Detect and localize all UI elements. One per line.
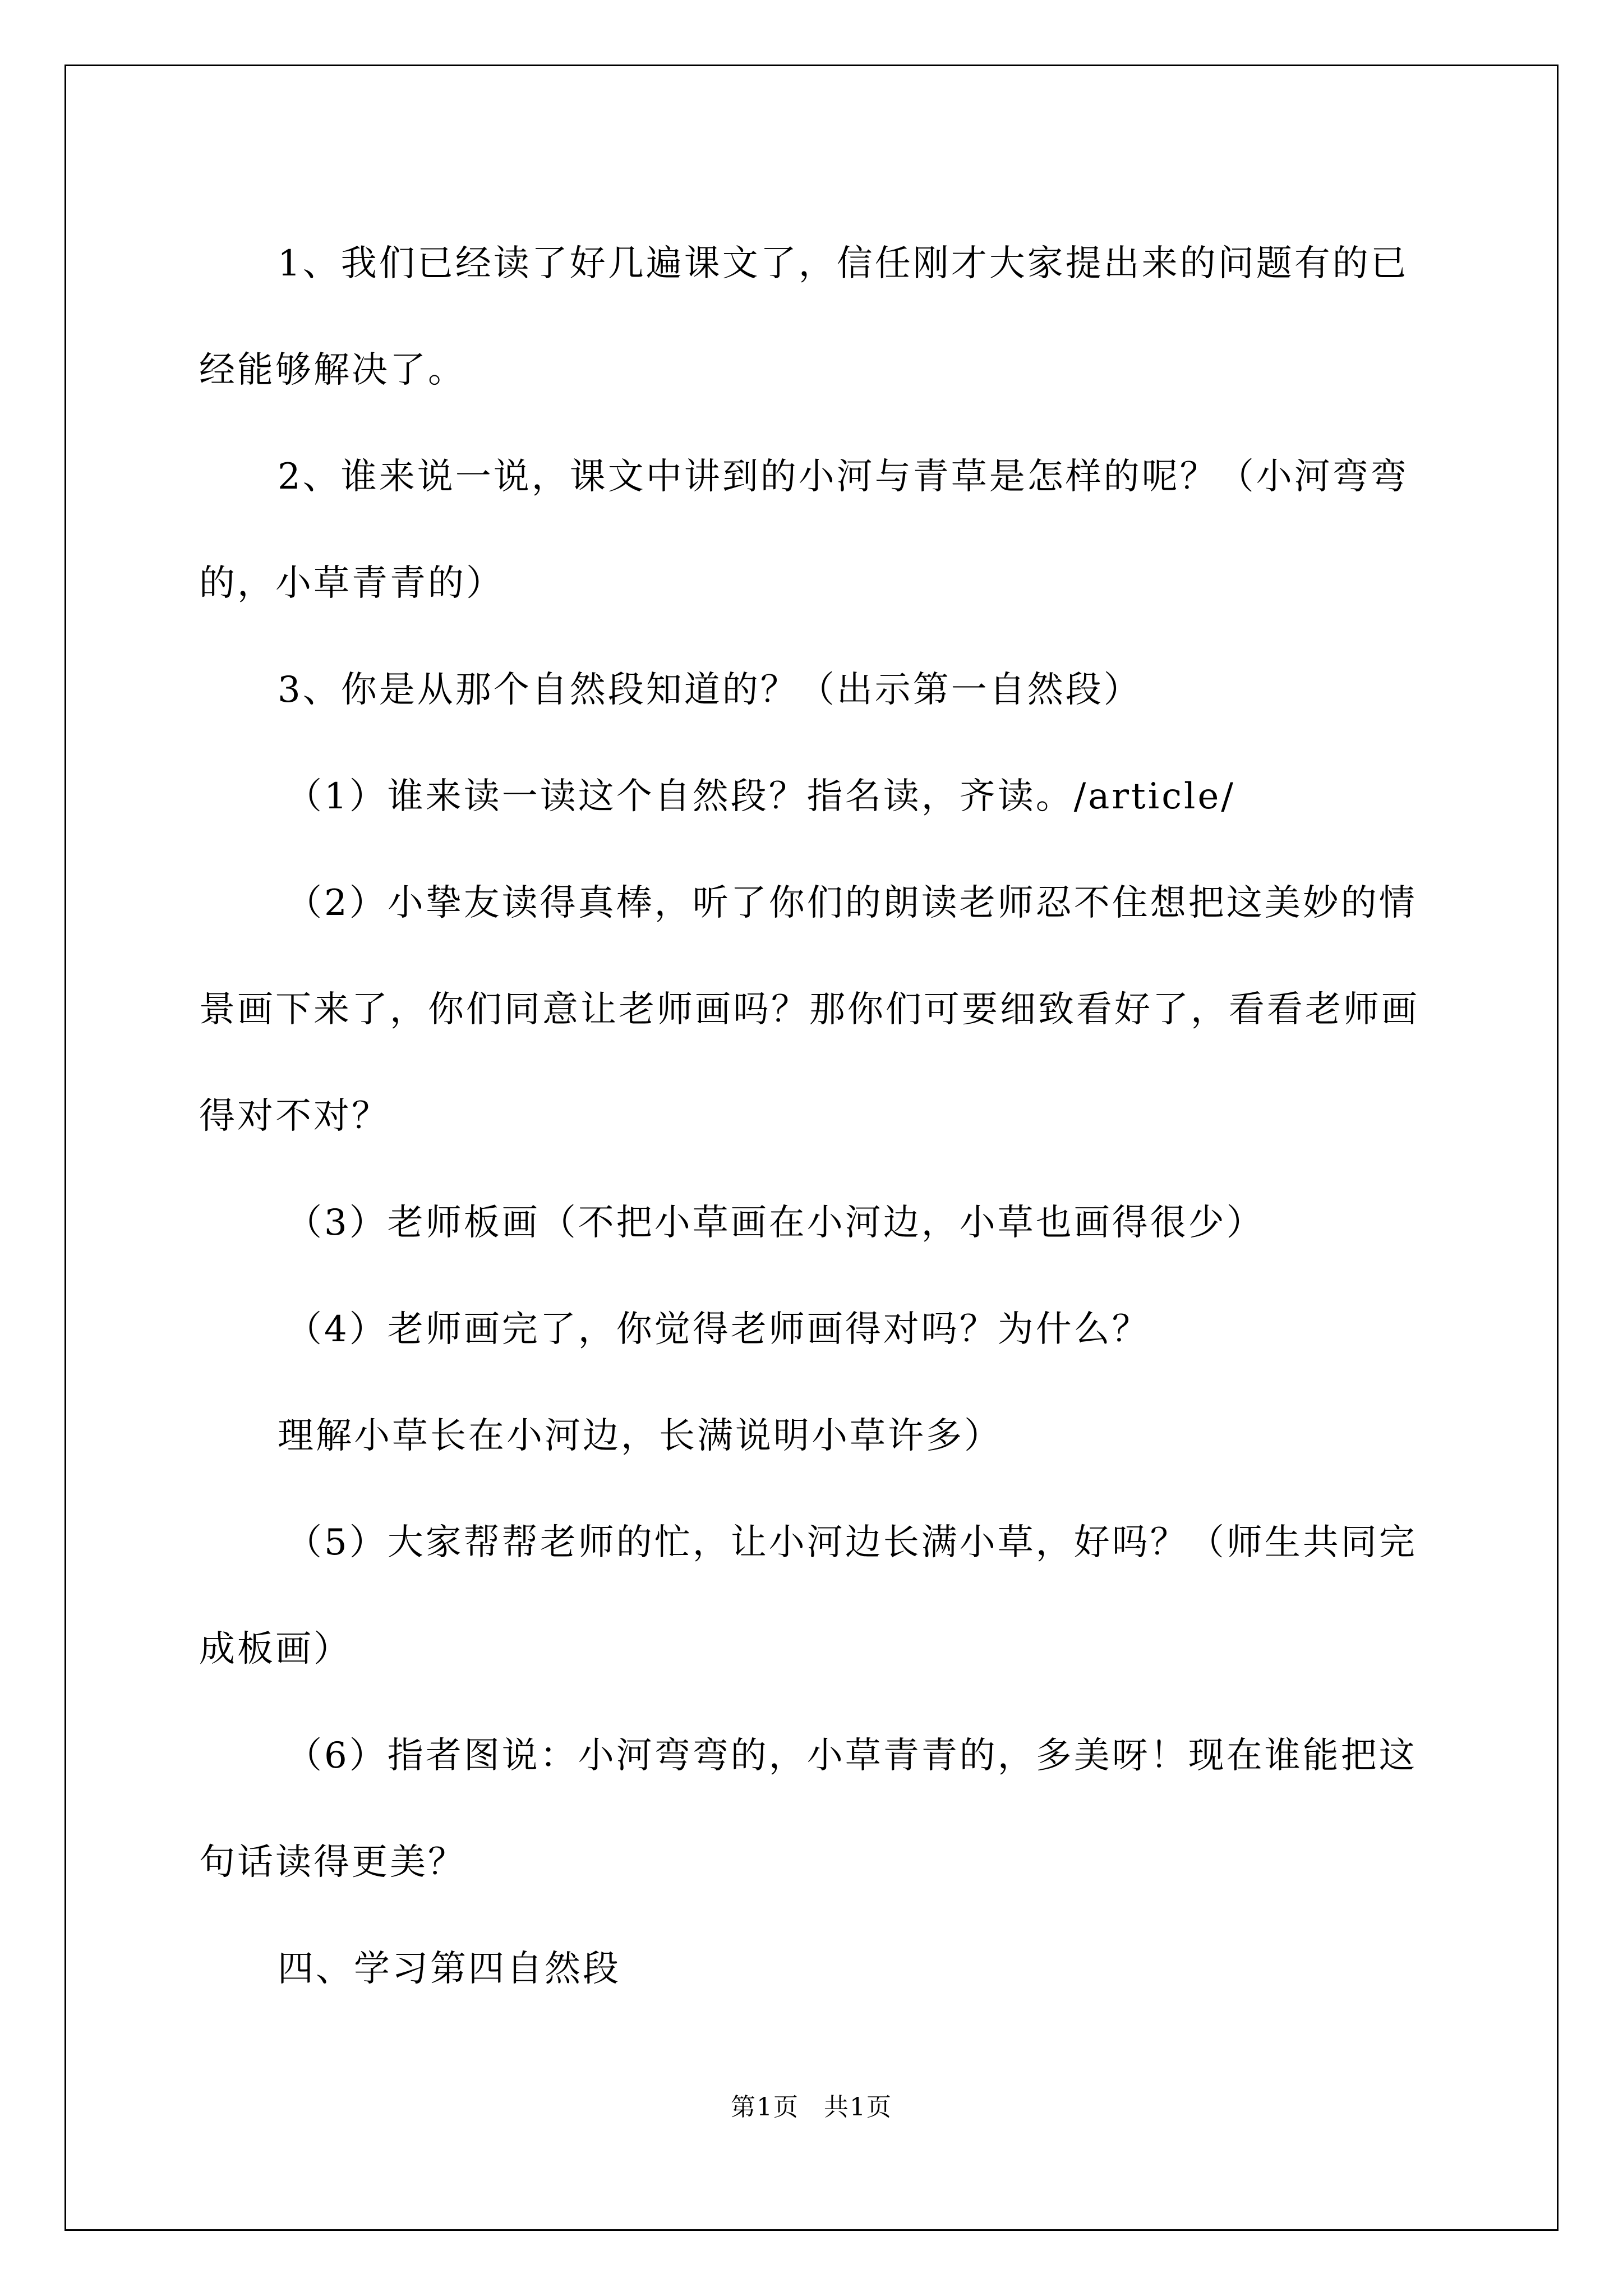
page-current: 第1页 (731, 2093, 799, 2122)
paragraph-3: 3、你是从那个自然段知道的？（出示第一自然段） (278, 669, 1142, 711)
page-footer (0, 2087, 1623, 2123)
paragraph-5: （2）小挚友读得真棒，听了你们的朗读老师忍不住想把这美妙的情景画下来了，你们同意让老师画吗？那你们可要细致看好了，看看老师画得对不对？ (199, 882, 1419, 1137)
paragraph-8: 理解小草长在小河边，长满说明小草许多） (278, 1415, 1002, 1457)
paragraph-2: 2、谁来说一说，课文中讲到的小河与青草是怎样的呢？（小河弯弯的，小草青青的） (199, 456, 1409, 604)
paragraph-1: 1、我们已经读了好几遍课文了，信任刚才大家提出来的问题有的已经能够解决了。 (199, 243, 1409, 391)
document-body (199, 210, 1433, 2022)
paragraph-4: （1）谁来读一读这个自然段？指名读，齐读。/article/ (286, 776, 1235, 817)
paragraph-11: 四、学习第四自然段 (278, 1948, 621, 1990)
paragraph-9: （5）大家帮帮老师的忙，让小河边长满小草，好吗？（师生共同完成板画） (199, 1522, 1417, 1670)
paragraph-6: （3）老师板画（不把小草画在小河边，小草也画得很少） (286, 1202, 1265, 1244)
paragraph-10: （6）指者图说：小河弯弯的，小草青青的，多美呀！现在谁能把这句话读得更美？ (199, 1735, 1417, 1883)
page-total: 共1页 (824, 2093, 892, 2122)
paragraph-7: （4）老师画完了，你觉得老师画得对吗？为什么？ (286, 1309, 1150, 1350)
